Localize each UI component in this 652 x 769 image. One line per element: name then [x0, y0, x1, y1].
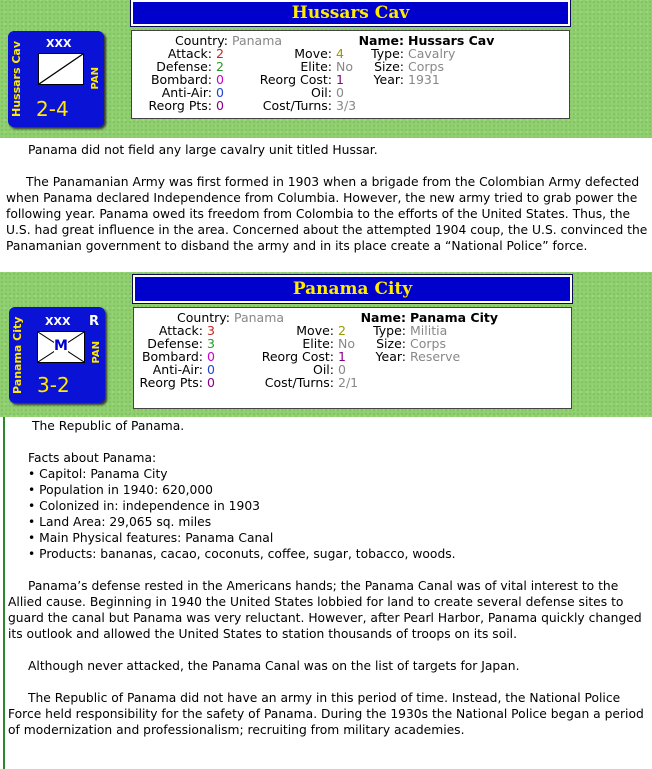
stat-label: Reorg Cost:	[261, 349, 334, 364]
paragraph: The Republic of Panama did not have an army in this period of time. Instead, the National Police Force held responsibility for the safety of Panama. During the 1930s the National Police began a period of modernization and professionalism; recruiting from military academies.	[8, 691, 644, 737]
stat-value: 2	[216, 46, 224, 61]
stat-label: Move:	[294, 46, 332, 61]
stat-label: Reorg Cost:	[259, 72, 332, 87]
stat-value: 0	[338, 362, 346, 377]
counter-unit-name: Panama City	[11, 316, 24, 394]
stat-label: Defense:	[156, 59, 212, 74]
stat-label: Elite:	[302, 336, 334, 351]
paragraph: Panama’s defense rested in the Americans hands; the Panama Canal was of vital interest to the Allied cause. Beginning in 1940 the United States lobbied for land to create several defense sites to guard the canal but Panama was very reluctant. However, after Pearl Harbor, Panama quickly changed its outlook and allowed the United States to station thousands of troops on its soil.	[8, 579, 642, 641]
stat-label: Defense:	[147, 336, 203, 351]
counter-unit-name: Hussars Cav	[10, 40, 23, 118]
counter-reserve-flag: R	[89, 314, 100, 329]
stat-value: 3	[207, 336, 215, 351]
cavalry-symbol-icon	[38, 53, 84, 85]
paragraph: The Republic of Panama.	[32, 419, 185, 433]
counter-size: XXX	[45, 315, 71, 328]
unit2-stats	[133, 307, 572, 409]
unit2-title: Panama City	[133, 275, 572, 303]
stat-value: No	[336, 59, 353, 74]
stats-col-3	[354, 34, 564, 86]
stat-label: Year:	[373, 72, 404, 87]
stat-label: Attack:	[167, 46, 212, 61]
counter-nation: PAN	[91, 341, 102, 364]
stat-label: Country:	[175, 33, 228, 48]
stat-label: Cost/Turns:	[262, 98, 332, 113]
stat-value: 0	[216, 72, 224, 87]
left-border	[3, 417, 5, 769]
unit1-counter	[8, 31, 104, 127]
stat-value: 3	[207, 323, 215, 338]
stat-label: Size:	[374, 59, 404, 74]
stat-value: No	[338, 336, 355, 351]
stat-value: Panama	[232, 33, 283, 48]
stats-col-3	[356, 311, 566, 363]
unit1-title: Hussars Cav	[131, 0, 570, 26]
stat-value: Reserve	[410, 349, 461, 364]
stat-value: 2/1	[338, 375, 359, 390]
stat-value: 4	[336, 46, 344, 61]
stat-value: 1	[338, 349, 346, 364]
stat-value: Cavalry	[408, 46, 456, 61]
stat-label: Size:	[376, 336, 406, 351]
stat-label: Name:	[358, 33, 404, 48]
stat-label: Oil:	[311, 85, 332, 100]
counter-strength: 2-4	[36, 97, 69, 121]
paragraph: Although never attacked, the Panama Canal was on the list of targets for Japan.	[28, 659, 520, 673]
list-item: • Main Physical features: Panama Canal	[28, 531, 274, 545]
unit2-description	[8, 418, 648, 738]
list-item: • Products: bananas, cacao, coconuts, coffee, sugar, tobacco, woods.	[28, 547, 456, 561]
unit2-counter	[9, 307, 105, 403]
unit1-description	[8, 142, 648, 254]
symbol-letter: M	[54, 338, 68, 354]
list-item: • Land Area: 29,065 sq. miles	[28, 515, 212, 529]
stat-label: Year:	[375, 349, 406, 364]
stat-value: Corps	[410, 336, 446, 351]
stat-value: Panama City	[410, 310, 498, 325]
stat-value: Panama	[234, 310, 285, 325]
paragraph: The Panamanian Army was first formed in 1903 when a brigade from the Colombian Army defected when Panama declared Independence from Columbia. However, the new army tried to grab power the following year. Panama owed its freedom from Colombia to the efforts of the United States. Thus, the U.S. had great influence in the area. Concerned about the attempted 1904 coup, the U.S. convinced the Panamanian government to disband the army and in its place create a “National Police” force.	[6, 175, 648, 253]
stat-value: 0	[207, 362, 215, 377]
stat-label: Oil:	[313, 362, 334, 377]
stat-label: Move:	[296, 323, 334, 338]
unit1-stats	[131, 30, 570, 119]
stat-value: Corps	[408, 59, 444, 74]
list-item: • Population in 1940: 620,000	[28, 483, 213, 497]
stat-value: 1	[336, 72, 344, 87]
stat-value: Hussars Cav	[408, 33, 495, 48]
stat-value: 0	[216, 98, 224, 113]
stat-value: 0	[207, 375, 215, 390]
list-item: • Colonized in: independence in 1903	[28, 499, 260, 513]
counter-strength: 3-2	[37, 373, 70, 397]
facts-list	[8, 466, 648, 562]
stat-value: 0	[207, 349, 215, 364]
stat-value: 3/3	[336, 98, 357, 113]
stat-label: Bombard:	[141, 349, 203, 364]
stat-label: Name:	[360, 310, 406, 325]
paragraph: Panama did not field any large cavalry unit titled Hussar.	[28, 143, 378, 157]
stat-label: Reorg Pts:	[148, 98, 212, 113]
stat-value: 0	[216, 85, 224, 100]
stat-label: Anti-Air:	[161, 85, 212, 100]
militia-symbol-icon	[37, 331, 85, 363]
stat-label: Attack:	[158, 323, 203, 338]
stat-label: Country:	[177, 310, 230, 325]
stat-label: Bombard:	[150, 72, 212, 87]
stat-value: 2	[216, 59, 224, 74]
stat-label: Elite:	[300, 59, 332, 74]
list-item: • Capitol: Panama City	[28, 467, 168, 481]
stat-value: Militia	[410, 323, 448, 338]
stat-label: Cost/Turns:	[264, 375, 334, 390]
stat-value: 0	[336, 85, 344, 100]
stat-label: Type:	[371, 46, 404, 61]
counter-size: XXX	[46, 37, 72, 50]
stat-label: Type:	[373, 323, 406, 338]
facts-header: Facts about Panama:	[28, 451, 157, 465]
stat-label: Anti-Air:	[152, 362, 203, 377]
stat-value: 2	[338, 323, 346, 338]
counter-nation: PAN	[90, 67, 101, 90]
stat-value: 1931	[408, 72, 440, 87]
stat-label: Reorg Pts:	[139, 375, 203, 390]
